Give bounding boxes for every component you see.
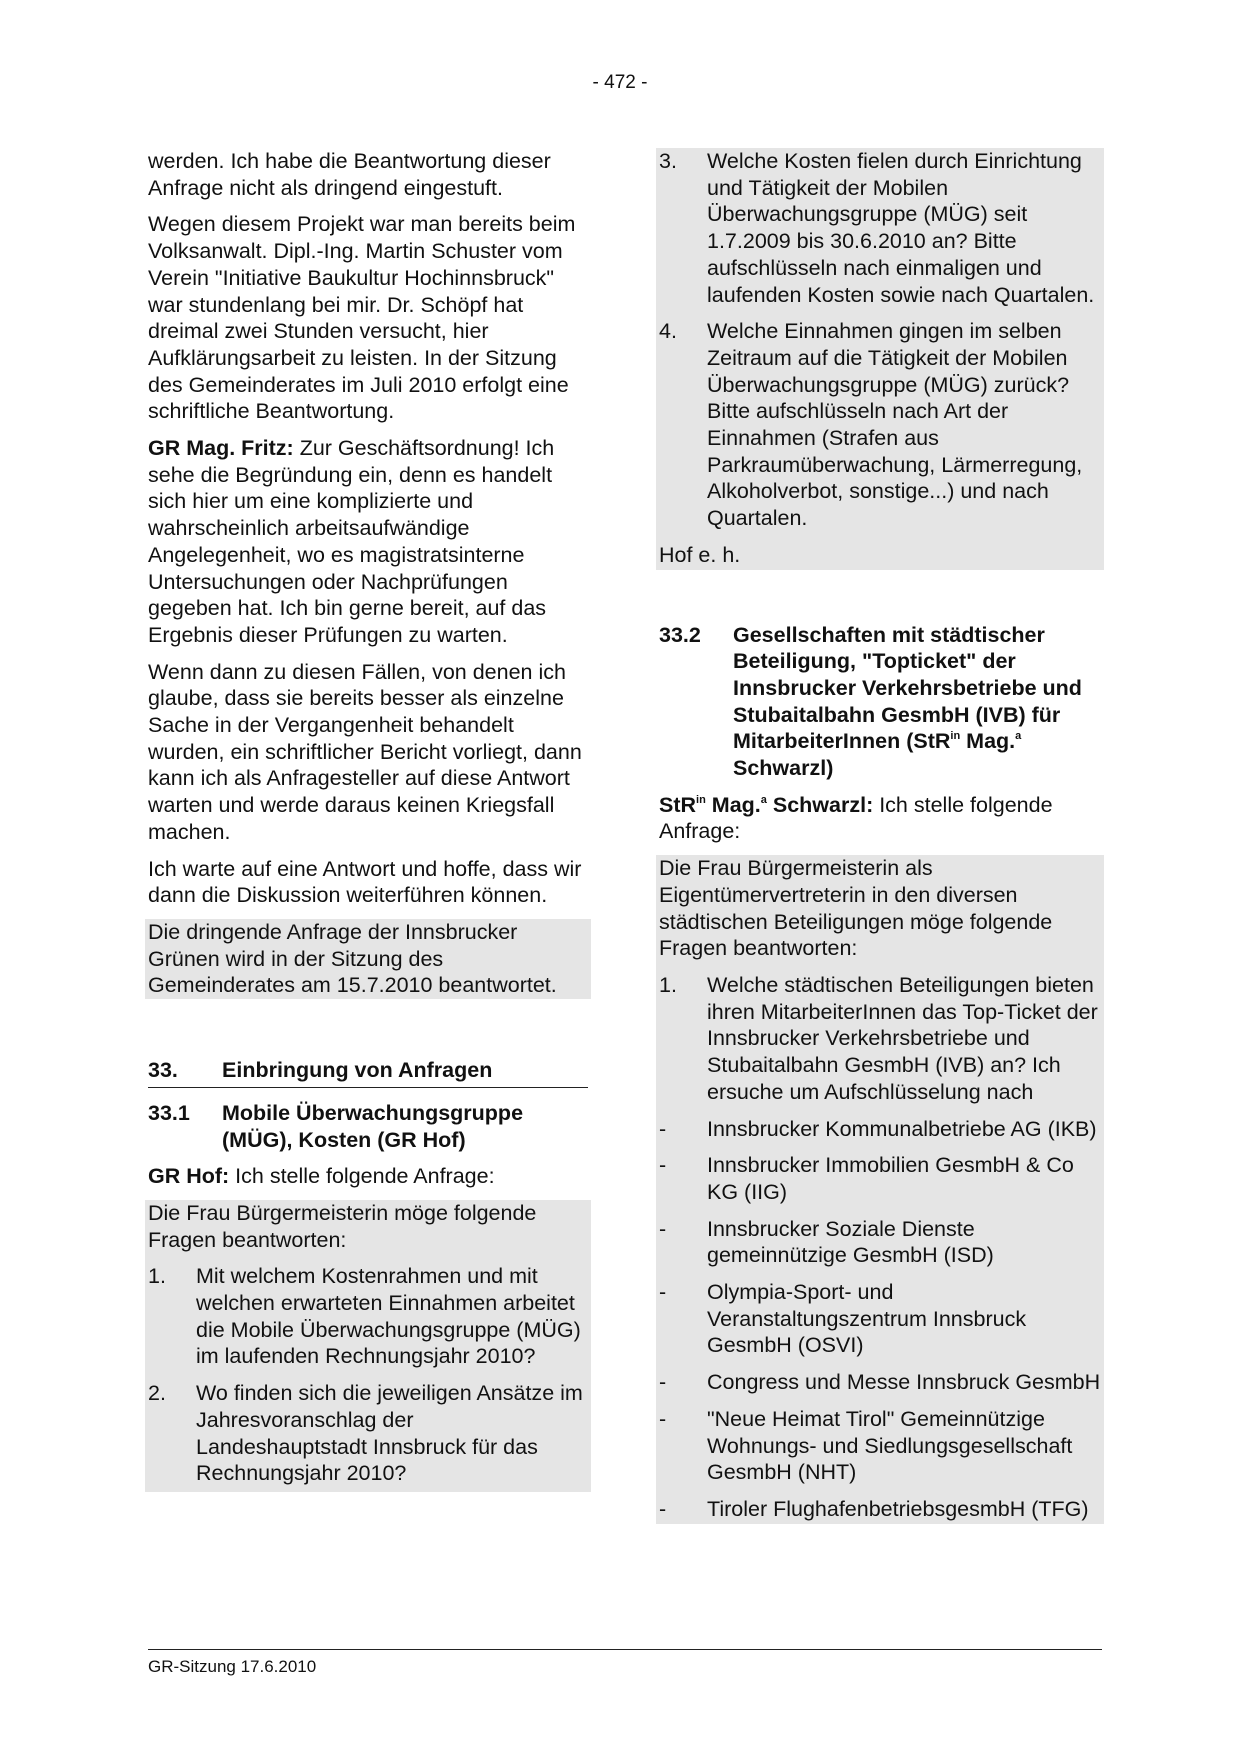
subsection-title: Gesellschaften mit städtischer Beteiligung, "Topticket" der Innsbrucker Verkehrsbetriebe und Stubaitalbahn GesmbH (IVB) für MitarbeiterInnen (StR$^{in}$ Mag.$^a$ Schwarzl) <box>733 622 1082 781</box>
dash-item <box>659 1406 1101 1486</box>
dash-text: Congress und Messe Innsbruck GesmbH <box>707 1370 1101 1395</box>
subsection-title: Mobile Überwachungsgruppe (MÜG), Kosten (GR Hof) <box>222 1100 524 1152</box>
list-text: Welche städtischen Beteiligungen bieten ihren MitarbeiterInnen das Top-Ticket der Innsbrucker Verkehrsbetriebe und Stubaitalbahn GesmbH (IVB) an? Ich ersuche um Aufschlüsselung nach <box>707 972 1098 1104</box>
dash-item <box>659 1369 1101 1396</box>
dash-item <box>659 1152 1101 1205</box>
subsection-heading-33-1 <box>148 1100 588 1153</box>
inquiry-intro: Die Frau Bürgermeisterin möge folgende Fragen beantworten: <box>148 1200 537 1252</box>
subsection-number: 33.1 <box>148 1100 190 1125</box>
speech-text: Ich stelle folgende Anfrage: <box>229 1164 495 1189</box>
footer-text: GR-Sitzung 17.6.2010 <box>148 1657 317 1676</box>
dash: - <box>659 1216 667 1241</box>
dash-text: Olympia-Sport- und Veranstaltungszentrum Innsbruck GesmbH (OSVI) <box>707 1280 1027 1358</box>
inquiry-block-continued <box>656 148 1104 570</box>
paragraph: werden. Ich habe die Beantwortung dieser Anfrage nicht als dringend eingestuft. <box>148 149 551 200</box>
list-number: 1. <box>659 972 677 997</box>
dash: - <box>659 1153 667 1178</box>
paragraph: Ich warte auf eine Antwort und hoffe, dass wir dann die Diskussion weiterführen können. <box>148 856 582 908</box>
dash: - <box>659 1496 667 1521</box>
inquiry-intro: Die Frau Bürgermeisterin als Eigentümervertreterin in den diversen städtischen Beteiligungen möge folgende Fragen beantworten: <box>659 856 1053 961</box>
speaker-name: GR Mag. Fritz: <box>148 436 294 461</box>
speech-text: Zur Geschäftsordnung! Ich sehe die Begründung ein, denn es handelt sich hier um eine komplizierte und wahrscheinlich arbeitsaufwändige Angelegenheit, wo es magistratsinterne Untersuchungen oder Nachprüfungen gegeben hat. Ich bin gerne bereit, auf das Ergebnis dieser Prüfungen zu warten. <box>148 436 555 647</box>
subsection-number: 33.2 <box>659 622 701 647</box>
paragraph <box>659 792 1101 845</box>
dash: - <box>659 1280 667 1305</box>
list-item <box>148 1380 588 1487</box>
list-item <box>148 1263 588 1370</box>
right-column <box>659 148 1101 1524</box>
dash-item <box>659 1216 1101 1269</box>
speech-text: Ich stelle folgende Anfrage: <box>659 792 1053 844</box>
footer-rule <box>148 1649 1102 1650</box>
page-number: - 472 - <box>592 72 648 93</box>
signoff: Hof e. h. <box>659 542 741 567</box>
dash-text: Tiroler FlughafenbetriebsgesmbH (TFG) <box>707 1496 1089 1521</box>
list-item <box>659 972 1101 1106</box>
dash-item <box>659 1116 1101 1143</box>
dash: - <box>659 1370 667 1395</box>
list-text: Wo finden sich die jeweiligen Ansätze im Jahresvoranschlag der Landeshauptstadt Innsbruck für das Rechnungsjahr 2010? <box>196 1381 583 1486</box>
list-text: Welche Kosten fielen durch Einrichtung und Tätigkeit der Mobilen Überwachungsgruppe (MÜG) seit 1.7.2009 bis 30.6.2010 an? Bitte aufschlüsseln nach einmaligen und laufenden Kosten sowie nach Quartalen. <box>707 149 1095 307</box>
section-title: Einbringung von Anfragen <box>222 1058 493 1083</box>
inquiry-block <box>145 1200 591 1492</box>
list-number: 1. <box>148 1264 166 1289</box>
speaker-name: StR$^{in}$ Mag.$^a$ Schwarzl: <box>659 792 874 817</box>
list-text: Welche Einnahmen gingen im selben Zeitraum auf die Tätigkeit der Mobilen Überwachungsgruppe (MÜG) zurück? Bitte aufschlüsseln nach Art der Einnahmen (Strafen aus Parkraumüberwachung, Lärmerregung, Alkoholverbot, sonstige...) und nach Quartalen. <box>707 319 1083 531</box>
list-number: 4. <box>659 319 677 344</box>
list-number: 2. <box>148 1381 166 1406</box>
list-item <box>659 318 1101 532</box>
paragraph <box>148 435 588 649</box>
dash-item <box>659 1279 1101 1359</box>
list-number: 3. <box>659 149 677 173</box>
left-column <box>148 148 588 1492</box>
inquiry-block <box>656 855 1104 1523</box>
dash-text: Innsbrucker Soziale Dienste gemeinnützige GesmbH (ISD) <box>707 1216 994 1268</box>
paragraph: Wenn dann zu diesen Fällen, von denen ich glaube, dass sie bereits besser als einzelne Sache in der Vergangenheit behandelt wurden, ein schriftlicher Bericht vorliegt, dann kann ich als Anfragesteller auf diese Antwort warten und werde daraus keinen Kriegsfall machen. <box>148 659 582 844</box>
section-number: 33. <box>148 1058 178 1083</box>
dash: - <box>659 1406 667 1431</box>
decision-note: Die dringende Anfrage der Innsbrucker Grünen wird in der Sitzung des Gemeinderates am 15.7.2010 beantwortet. <box>145 919 591 999</box>
section-heading-33 <box>148 1057 588 1088</box>
paragraph <box>148 1163 588 1190</box>
dash-text: Innsbrucker Kommunalbetriebe AG (IKB) <box>707 1116 1097 1141</box>
paragraph: Wegen diesem Projekt war man bereits beim Volksanwalt. Dipl.-Ing. Martin Schuster vom Verein "Initiative Baukultur Hochinnsbruck" war stundenlang bei mir. Dr. Schöpf hat dreimal zwei Stunden versucht, hier Aufklärungsarbeit zu leisten. In der Sitzung des Gemeinderates im Juli 2010 erfolgt eine schriftliche Beantwortung. <box>148 212 576 424</box>
list-text: Mit welchem Kostenrahmen und mit welchen erwarteten Einnahmen arbeitet die Mobile Überwachungsgruppe (MÜG) im laufenden Rechnungsjahr 2010? <box>196 1264 581 1369</box>
dash-text: "Neue Heimat Tirol" Gemeinnützige Wohnungs- und Siedlungsgesellschaft GesmbH (NHT) <box>707 1406 1073 1485</box>
dash-text: Innsbrucker Immobilien GesmbH & Co KG (IIG) <box>707 1153 1074 1204</box>
dash: - <box>659 1116 667 1141</box>
dash-item <box>659 1496 1101 1523</box>
speaker-name: GR Hof: <box>148 1164 230 1189</box>
list-item <box>659 148 1101 308</box>
subsection-heading-33-2 <box>659 622 1101 782</box>
